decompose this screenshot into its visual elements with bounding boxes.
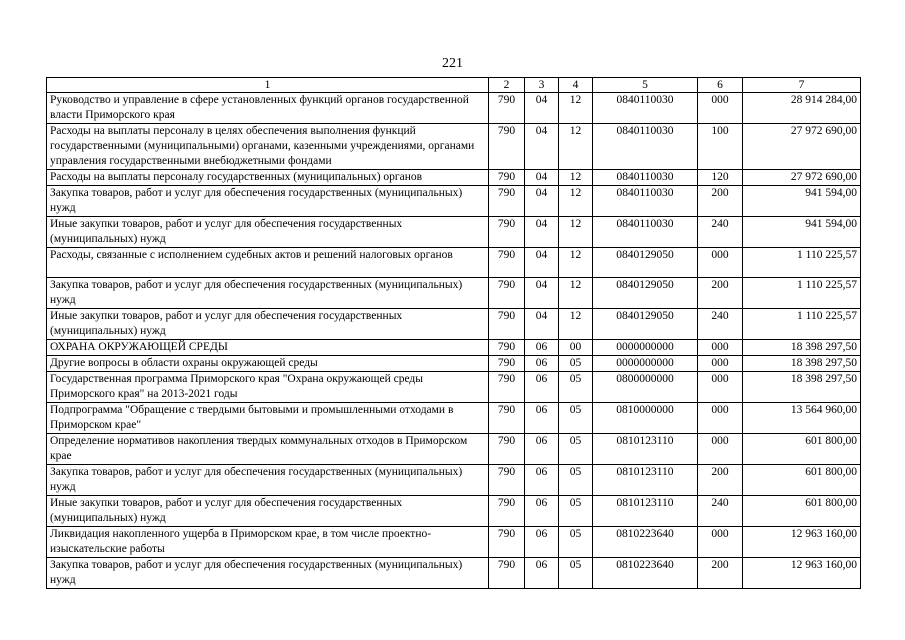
cell-code-4: 12 (559, 278, 593, 309)
table-row (47, 558, 861, 589)
cell-code-6: 200 (698, 186, 743, 217)
cell-code-3: 06 (525, 372, 559, 403)
cell-amount: 941 594,00 (743, 186, 861, 217)
cell-amount: 12 963 160,00 (743, 558, 861, 589)
cell-code-3: 04 (525, 186, 559, 217)
cell-code-2: 790 (489, 93, 525, 124)
cell-code-5: 0810223640 (593, 558, 698, 589)
cell-code-3: 04 (525, 309, 559, 340)
cell-amount: 941 594,00 (743, 217, 861, 248)
cell-amount: 601 800,00 (743, 465, 861, 496)
row-description: Подпрограмма "Обращение с твердыми бытовыми и промышленными отходами в Приморском крае" (47, 403, 489, 434)
cell-amount: 27 972 690,00 (743, 124, 861, 170)
cell-code-3: 06 (525, 527, 559, 558)
cell-code-6: 000 (698, 93, 743, 124)
cell-code-5: 0840110030 (593, 217, 698, 248)
cell-code-5: 0000000000 (593, 356, 698, 372)
cell-code-4: 05 (559, 434, 593, 465)
cell-code-4: 12 (559, 186, 593, 217)
cell-code-6: 240 (698, 309, 743, 340)
row-description: Закупка товаров, работ и услуг для обеспечения государственных (муниципальных) нужд (47, 465, 489, 496)
table-header-row (47, 78, 861, 93)
cell-code-5: 0840110030 (593, 124, 698, 170)
row-description: ОХРАНА ОКРУЖАЮЩЕЙ СРЕДЫ (47, 340, 489, 356)
cell-amount: 18 398 297,50 (743, 340, 861, 356)
cell-code-2: 790 (489, 248, 525, 278)
cell-code-2: 790 (489, 434, 525, 465)
cell-code-5: 0840110030 (593, 186, 698, 217)
cell-code-5: 0840129050 (593, 248, 698, 278)
cell-code-5: 0840129050 (593, 309, 698, 340)
table-row (47, 434, 861, 465)
cell-code-4: 05 (559, 356, 593, 372)
cell-code-4: 12 (559, 217, 593, 248)
cell-code-4: 12 (559, 170, 593, 186)
cell-code-4: 12 (559, 248, 593, 278)
cell-code-3: 06 (525, 340, 559, 356)
budget-table (46, 77, 861, 589)
cell-code-2: 790 (489, 496, 525, 527)
cell-code-6: 200 (698, 558, 743, 589)
row-description: Расходы, связанные с исполнением судебных актов и решений налоговых органов (47, 248, 489, 278)
table-row (47, 217, 861, 248)
cell-code-6: 100 (698, 124, 743, 170)
cell-code-6: 200 (698, 465, 743, 496)
cell-code-3: 06 (525, 558, 559, 589)
row-description: Другие вопросы в области охраны окружающей среды (47, 356, 489, 372)
cell-code-2: 790 (489, 465, 525, 496)
cell-code-6: 240 (698, 496, 743, 527)
table-body (47, 93, 861, 589)
table-row (47, 340, 861, 356)
row-description: Расходы на выплаты персоналу в целях обеспечения выполнения функций государственными (муниципальными) органами, казенными учреждениями, органами управления государственными внебюджетными фондами (47, 124, 489, 170)
row-description: Государственная программа Приморского края "Охрана окружающей среды Приморского края" на 2013-2021 годы (47, 372, 489, 403)
table-row (47, 465, 861, 496)
table-row (47, 356, 861, 372)
row-description: Иные закупки товаров, работ и услуг для обеспечения государственных (муниципальных) нужд (47, 309, 489, 340)
row-description: Закупка товаров, работ и услуг для обеспечения государственных (муниципальных) нужд (47, 558, 489, 589)
row-description: Определение нормативов накопления твердых коммунальных отходов в Приморском крае (47, 434, 489, 465)
row-description: Ликвидация накопленного ущерба в Приморском крае, в том числе проектно-изыскательские работы (47, 527, 489, 558)
row-description: Расходы на выплаты персоналу государственных (муниципальных) органов (47, 170, 489, 186)
row-description: Закупка товаров, работ и услуг для обеспечения государственных (муниципальных) нужд (47, 186, 489, 217)
cell-code-5: 0840110030 (593, 93, 698, 124)
cell-code-4: 05 (559, 372, 593, 403)
cell-code-6: 000 (698, 340, 743, 356)
cell-code-3: 06 (525, 496, 559, 527)
cell-code-5: 0810123110 (593, 496, 698, 527)
cell-code-2: 790 (489, 309, 525, 340)
cell-code-3: 04 (525, 278, 559, 309)
cell-code-5: 0810123110 (593, 434, 698, 465)
cell-code-6: 000 (698, 403, 743, 434)
cell-amount: 1 110 225,57 (743, 278, 861, 309)
cell-amount: 12 963 160,00 (743, 527, 861, 558)
cell-code-2: 790 (489, 372, 525, 403)
cell-code-3: 04 (525, 170, 559, 186)
cell-code-2: 790 (489, 217, 525, 248)
table-row (47, 186, 861, 217)
cell-code-3: 04 (525, 248, 559, 278)
cell-code-5: 0810123110 (593, 465, 698, 496)
cell-amount: 13 564 960,00 (743, 403, 861, 434)
cell-code-6: 000 (698, 356, 743, 372)
column-header-1: 1 (47, 78, 489, 93)
row-description: Иные закупки товаров, работ и услуг для обеспечения государственных (муниципальных) нужд (47, 496, 489, 527)
cell-code-2: 790 (489, 170, 525, 186)
cell-code-3: 06 (525, 465, 559, 496)
cell-amount: 601 800,00 (743, 434, 861, 465)
cell-code-6: 200 (698, 278, 743, 309)
cell-code-4: 12 (559, 93, 593, 124)
cell-code-6: 000 (698, 434, 743, 465)
column-header-3: 3 (525, 78, 559, 93)
column-header-5: 5 (593, 78, 698, 93)
cell-amount: 601 800,00 (743, 496, 861, 527)
cell-code-2: 790 (489, 340, 525, 356)
cell-amount: 18 398 297,50 (743, 372, 861, 403)
table-row (47, 124, 861, 170)
cell-code-3: 06 (525, 434, 559, 465)
cell-code-5: 0800000000 (593, 372, 698, 403)
page-number: 221 (442, 56, 463, 71)
table-row (47, 403, 861, 434)
cell-code-6: 240 (698, 217, 743, 248)
cell-code-2: 790 (489, 278, 525, 309)
cell-code-5: 0000000000 (593, 340, 698, 356)
cell-code-5: 0810223640 (593, 527, 698, 558)
cell-amount: 1 110 225,57 (743, 309, 861, 340)
column-header-4: 4 (559, 78, 593, 93)
table-row (47, 170, 861, 186)
cell-code-2: 790 (489, 186, 525, 217)
cell-code-5: 0810000000 (593, 403, 698, 434)
cell-code-4: 05 (559, 403, 593, 434)
cell-code-4: 12 (559, 124, 593, 170)
column-header-6: 6 (698, 78, 743, 93)
cell-code-4: 05 (559, 558, 593, 589)
cell-code-6: 000 (698, 372, 743, 403)
cell-code-4: 00 (559, 340, 593, 356)
table-row (47, 278, 861, 309)
cell-code-2: 790 (489, 558, 525, 589)
row-description: Руководство и управление в сфере установленных функций органов государственной власти Приморского края (47, 93, 489, 124)
cell-code-6: 120 (698, 170, 743, 186)
column-header-7: 7 (743, 78, 861, 93)
table-row (47, 309, 861, 340)
cell-code-6: 000 (698, 527, 743, 558)
row-description: Закупка товаров, работ и услуг для обеспечения государственных (муниципальных) нужд (47, 278, 489, 309)
cell-code-4: 12 (559, 309, 593, 340)
table-row (47, 372, 861, 403)
cell-code-5: 0840129050 (593, 278, 698, 309)
cell-code-2: 790 (489, 403, 525, 434)
cell-code-3: 06 (525, 403, 559, 434)
cell-code-2: 790 (489, 124, 525, 170)
cell-amount: 18 398 297,50 (743, 356, 861, 372)
cell-code-3: 04 (525, 93, 559, 124)
table-row (47, 527, 861, 558)
table-row (47, 248, 861, 278)
cell-amount: 27 972 690,00 (743, 170, 861, 186)
row-description: Иные закупки товаров, работ и услуг для обеспечения государственных (муниципальных) нужд (47, 217, 489, 248)
table-row (47, 496, 861, 527)
cell-code-3: 06 (525, 356, 559, 372)
cell-code-5: 0840110030 (593, 170, 698, 186)
cell-code-2: 790 (489, 527, 525, 558)
cell-code-4: 05 (559, 496, 593, 527)
cell-code-4: 05 (559, 465, 593, 496)
cell-code-3: 04 (525, 217, 559, 248)
cell-code-3: 04 (525, 124, 559, 170)
table-row (47, 93, 861, 124)
column-header-2: 2 (489, 78, 525, 93)
cell-code-6: 000 (698, 248, 743, 278)
cell-code-2: 790 (489, 356, 525, 372)
cell-amount: 1 110 225,57 (743, 248, 861, 278)
cell-code-4: 05 (559, 527, 593, 558)
cell-amount: 28 914 284,00 (743, 93, 861, 124)
